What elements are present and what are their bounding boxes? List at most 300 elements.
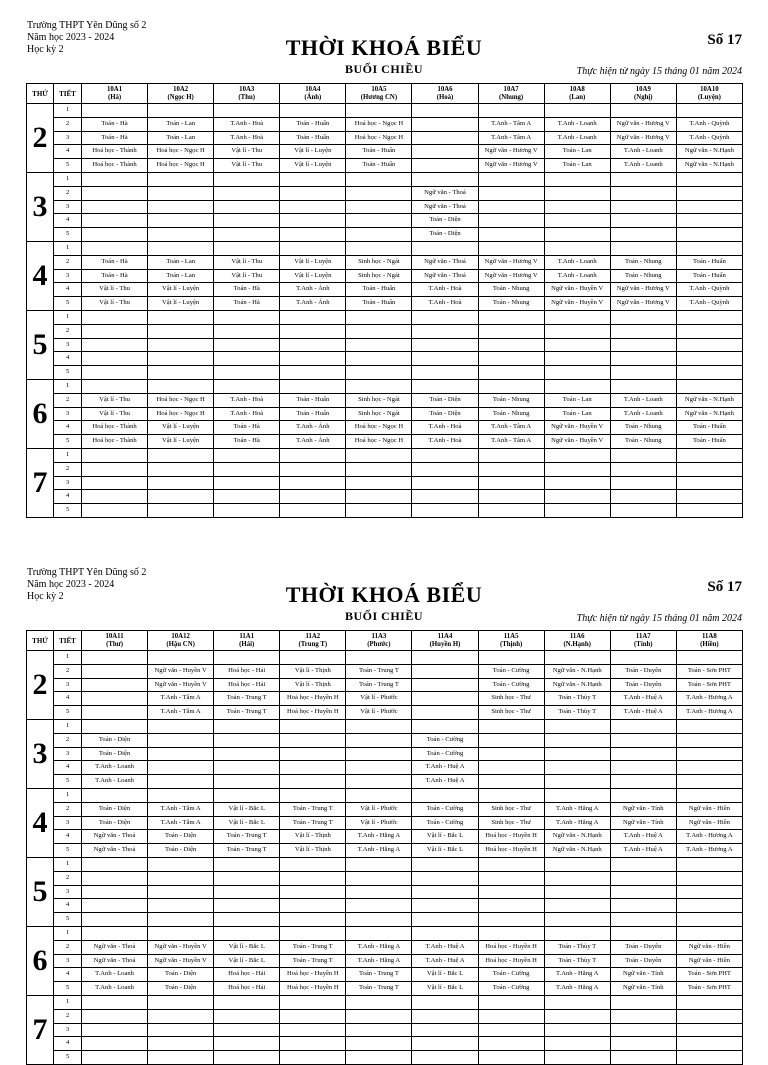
lesson-cell [610, 1023, 676, 1037]
lesson-cell [610, 747, 676, 761]
lesson-cell: Hoá học - Thành [82, 159, 148, 173]
class-teacher: (Phước) [367, 640, 391, 648]
lesson-cell [346, 310, 412, 324]
class-header [280, 84, 346, 104]
lesson-cell: Hoá học - Ngọc H [148, 159, 214, 173]
lesson-cell [544, 857, 610, 871]
lesson-cell [346, 747, 412, 761]
lesson-cell [676, 788, 742, 802]
lesson-cell: Ngữ văn - Hương V [610, 283, 676, 297]
lesson-cell: T.Anh - Hằng A [544, 982, 610, 996]
lesson-cell [478, 448, 544, 462]
lesson-cell [280, 379, 346, 393]
lesson-cell: Hoá học - Hải [214, 664, 280, 678]
table-row [27, 297, 743, 311]
lesson-cell [478, 366, 544, 380]
class-teacher: (Hải) [239, 640, 255, 648]
period-number: 5 [54, 228, 82, 242]
lesson-cell: T.Anh - Tâm A [148, 706, 214, 720]
lesson-cell [280, 172, 346, 186]
lesson-cell [148, 857, 214, 871]
lesson-cell [544, 747, 610, 761]
lesson-cell [610, 913, 676, 927]
col-header-tiet: TIẾT [54, 631, 82, 651]
period-number: 4 [54, 692, 82, 706]
class-teacher: (Tính) [634, 640, 653, 648]
class-teacher: (Huyền H) [429, 640, 461, 648]
lesson-cell: Toán - Cường [412, 733, 478, 747]
lesson-cell [214, 448, 280, 462]
day-label: 5 [27, 310, 54, 379]
lesson-cell [544, 885, 610, 899]
lesson-cell [148, 1051, 214, 1065]
lesson-cell [412, 719, 478, 733]
lesson-cell [544, 186, 610, 200]
lesson-cell: Sinh học - Ngát [346, 407, 412, 421]
class-name: 10A10 [700, 85, 719, 93]
lesson-cell [676, 172, 742, 186]
period-number: 2 [54, 186, 82, 200]
lesson-cell [544, 995, 610, 1009]
lesson-cell [610, 885, 676, 899]
lesson-cell [676, 200, 742, 214]
lesson-cell: Vật lí - Thu [214, 145, 280, 159]
lesson-cell [412, 131, 478, 145]
lesson-cell [214, 476, 280, 490]
school-term: Học kỳ 2 [27, 44, 64, 55]
day-label: 4 [27, 788, 54, 857]
lesson-cell: Toán - Nhung [478, 407, 544, 421]
lesson-cell: T.Anh - Hương A [676, 844, 742, 858]
class-teacher: (N.Hạnh) [563, 640, 591, 648]
period-number: 2 [54, 664, 82, 678]
lesson-cell [610, 504, 676, 518]
period-number: 1 [54, 104, 82, 118]
lesson-cell [412, 172, 478, 186]
lesson-cell [214, 104, 280, 118]
lesson-cell [346, 504, 412, 518]
lesson-cell [676, 310, 742, 324]
lesson-cell [214, 899, 280, 913]
class-teacher: (Ánh) [304, 93, 322, 101]
lesson-cell: T.Anh - Tâm A [478, 435, 544, 449]
lesson-cell [544, 448, 610, 462]
page-title: THỜI KHOÁ BIỂU [285, 582, 483, 607]
lesson-cell [148, 733, 214, 747]
col-header-thu: THỨ [27, 631, 54, 651]
lesson-cell: Ngữ văn - Hương V [478, 255, 544, 269]
lesson-cell: T.Anh - Loanh [544, 131, 610, 145]
lesson-cell [280, 788, 346, 802]
lesson-cell [544, 871, 610, 885]
lesson-cell: Toán - Diện [148, 830, 214, 844]
table-row [27, 241, 743, 255]
table-row [27, 117, 743, 131]
lesson-cell: Vật lí - Luyện [280, 255, 346, 269]
lesson-cell [82, 926, 148, 940]
lesson-cell [82, 678, 148, 692]
school-name: Trường THPT Yên Dũng số 2 [27, 567, 147, 578]
lesson-cell [346, 324, 412, 338]
lesson-cell [82, 104, 148, 118]
lesson-cell [82, 324, 148, 338]
lesson-cell: Toán - Cường [478, 968, 544, 982]
period-number: 3 [54, 338, 82, 352]
lesson-cell: Toán - Trung T [214, 692, 280, 706]
lesson-cell [544, 1023, 610, 1037]
lesson-cell [148, 775, 214, 789]
lesson-cell: Hoá học - Ngọc H [346, 131, 412, 145]
lesson-cell: T.Anh - Hằng A [544, 968, 610, 982]
table-row [27, 324, 743, 338]
table-row [27, 913, 743, 927]
lesson-cell [82, 1023, 148, 1037]
lesson-cell: Toán - Huấn [280, 131, 346, 145]
lesson-cell [82, 352, 148, 366]
lesson-cell [214, 200, 280, 214]
lesson-cell [214, 379, 280, 393]
lesson-cell [148, 1009, 214, 1023]
class-header [478, 84, 544, 104]
lesson-cell [280, 775, 346, 789]
lesson-cell: Toán - Lan [544, 407, 610, 421]
lesson-cell [610, 241, 676, 255]
lesson-cell [280, 1051, 346, 1065]
class-teacher: (Hoà) [436, 93, 454, 101]
table-row [27, 940, 743, 954]
lesson-cell: T.Anh - Hằng A [346, 940, 412, 954]
lesson-cell [148, 788, 214, 802]
lesson-cell [214, 747, 280, 761]
lesson-cell [346, 352, 412, 366]
lesson-cell [82, 692, 148, 706]
lesson-cell: T.Anh - Quỳnh [676, 117, 742, 131]
period-number: 1 [54, 995, 82, 1009]
lesson-cell [676, 926, 742, 940]
lesson-cell [610, 104, 676, 118]
lesson-cell: Sinh học - Ngát [346, 269, 412, 283]
lesson-cell: Toán - Nhung [610, 435, 676, 449]
class-name: 10A11 [105, 632, 124, 640]
period-number: 1 [54, 379, 82, 393]
day-label: 3 [27, 172, 54, 241]
lesson-cell [412, 117, 478, 131]
table-row [27, 706, 743, 720]
class-header [544, 84, 610, 104]
lesson-cell: T.Anh - Huệ A [412, 954, 478, 968]
lesson-cell: Ngữ văn - Hương V [610, 117, 676, 131]
lesson-cell [544, 366, 610, 380]
lesson-cell [478, 352, 544, 366]
lesson-cell: Vật lí - Thịnh [280, 664, 346, 678]
lesson-cell [610, 899, 676, 913]
table-row [27, 816, 743, 830]
lesson-cell: Toán - Lan [148, 131, 214, 145]
lesson-cell [346, 379, 412, 393]
table-row [27, 1037, 743, 1051]
lesson-cell: Vật lí - Phước [346, 706, 412, 720]
lesson-cell [346, 761, 412, 775]
lesson-cell: T.Anh - Loanh [544, 117, 610, 131]
lesson-cell [346, 913, 412, 927]
lesson-cell [676, 490, 742, 504]
lesson-cell [610, 172, 676, 186]
class-name: 10A9 [635, 85, 651, 93]
lesson-cell: Sinh học - Thư [478, 816, 544, 830]
lesson-cell [544, 200, 610, 214]
lesson-cell [544, 899, 610, 913]
lesson-cell: Toán - Sơn PHT [676, 678, 742, 692]
lesson-cell [544, 913, 610, 927]
lesson-cell: T.Anh - Huệ A [412, 775, 478, 789]
table-row [27, 379, 743, 393]
lesson-cell: Toán - Nhung [478, 283, 544, 297]
lesson-cell [148, 926, 214, 940]
lesson-cell: Toán - Trung T [214, 830, 280, 844]
lesson-cell [346, 228, 412, 242]
lesson-cell: Toán - Thùy T [544, 954, 610, 968]
lesson-cell [610, 733, 676, 747]
lesson-cell [412, 1037, 478, 1051]
lesson-cell: T.Anh - Tâm A [478, 117, 544, 131]
table-row [27, 435, 743, 449]
lesson-cell [478, 228, 544, 242]
lesson-cell: Toán - Nhung [610, 255, 676, 269]
lesson-cell [478, 761, 544, 775]
lesson-cell [478, 186, 544, 200]
lesson-cell [214, 913, 280, 927]
lesson-cell [280, 490, 346, 504]
lesson-cell: Vật lí - Luyện [148, 283, 214, 297]
class-teacher: (Trung T) [298, 640, 328, 648]
lesson-cell [610, 366, 676, 380]
lesson-cell: Toán - Huấn [280, 117, 346, 131]
lesson-cell [412, 366, 478, 380]
lesson-cell [280, 504, 346, 518]
lesson-cell: Vật lí - Luyện [148, 297, 214, 311]
lesson-cell: T.Anh - Loanh [82, 761, 148, 775]
lesson-cell [478, 104, 544, 118]
lesson-cell: Ngữ văn - N.Hạnh [544, 830, 610, 844]
period-number: 3 [54, 131, 82, 145]
lesson-cell: Toán - Hà [82, 255, 148, 269]
lesson-cell [610, 995, 676, 1009]
lesson-cell [676, 1023, 742, 1037]
table-row [27, 366, 743, 380]
lesson-cell [82, 719, 148, 733]
lesson-cell: Vật lí - Thu [82, 297, 148, 311]
lesson-cell: Toán - Trung T [346, 664, 412, 678]
lesson-cell [346, 490, 412, 504]
lesson-cell: T.Anh - Ánh [280, 283, 346, 297]
lesson-cell [412, 310, 478, 324]
lesson-cell [544, 104, 610, 118]
period-number: 1 [54, 857, 82, 871]
lesson-cell: T.Anh - Tâm A [148, 816, 214, 830]
lesson-cell [478, 476, 544, 490]
school-name: Trường THPT Yên Dũng số 2 [27, 20, 147, 31]
lesson-cell [82, 913, 148, 927]
lesson-cell: Ngữ văn - Hương V [478, 145, 544, 159]
class-name: 10A4 [305, 85, 321, 93]
period-number: 3 [54, 747, 82, 761]
lesson-cell: Hoá học - Huyền H [280, 968, 346, 982]
period-number: 3 [54, 200, 82, 214]
lesson-cell [610, 761, 676, 775]
lesson-cell: Ngữ văn - Hương V [478, 269, 544, 283]
schedule-number: Số 17 [707, 32, 742, 48]
lesson-cell: Toán - Nhung [610, 421, 676, 435]
lesson-cell: Toán - Hà [214, 421, 280, 435]
lesson-cell [610, 926, 676, 940]
lesson-cell [478, 788, 544, 802]
lesson-cell [544, 504, 610, 518]
class-header [544, 631, 610, 651]
class-name: 10A7 [503, 85, 519, 93]
lesson-cell: Toán - Trung T [280, 954, 346, 968]
lesson-cell [544, 476, 610, 490]
table-row [27, 1023, 743, 1037]
lesson-cell [412, 899, 478, 913]
lesson-cell: Vật lí - Thịnh [280, 678, 346, 692]
class-name: 11A1 [239, 632, 255, 640]
timetable [26, 83, 743, 518]
table-row [27, 131, 743, 145]
lesson-cell: Toán - Diện [82, 733, 148, 747]
period-number: 5 [54, 435, 82, 449]
lesson-cell [148, 913, 214, 927]
lesson-cell [478, 857, 544, 871]
lesson-cell [148, 504, 214, 518]
page-title: THỜI KHOÁ BIỂU [285, 35, 483, 60]
lesson-cell [346, 214, 412, 228]
lesson-cell: Toán - Trung T [346, 678, 412, 692]
lesson-cell: T.Anh - Huệ A [412, 940, 478, 954]
lesson-cell: T.Anh - Loanh [610, 159, 676, 173]
lesson-cell [280, 186, 346, 200]
lesson-cell: T.Anh - Quỳnh [676, 297, 742, 311]
lesson-cell: T.Anh - Huệ A [412, 761, 478, 775]
class-header [610, 84, 676, 104]
lesson-cell [544, 379, 610, 393]
lesson-cell [214, 352, 280, 366]
lesson-cell [412, 857, 478, 871]
class-teacher: (Hà) [107, 93, 122, 101]
lesson-cell: Toán - Hà [214, 283, 280, 297]
period-number: 4 [54, 761, 82, 775]
lesson-cell: T.Anh - Hương A [676, 692, 742, 706]
lesson-cell: T.Anh - Ánh [280, 297, 346, 311]
period-number: 4 [54, 490, 82, 504]
period-number: 2 [54, 462, 82, 476]
lesson-cell [478, 651, 544, 665]
lesson-cell [610, 379, 676, 393]
lesson-cell: Ngữ văn - Thoả [412, 255, 478, 269]
lesson-cell: Hoá học - Thành [82, 145, 148, 159]
lesson-cell [610, 214, 676, 228]
lesson-cell [214, 885, 280, 899]
lesson-cell [610, 788, 676, 802]
lesson-cell [544, 1009, 610, 1023]
lesson-cell [280, 241, 346, 255]
lesson-cell [148, 871, 214, 885]
session-subtitle: BUỔI CHIỀU [344, 62, 423, 76]
lesson-cell [610, 775, 676, 789]
lesson-cell: Vật lí - Thịnh [280, 844, 346, 858]
lesson-cell [280, 104, 346, 118]
period-number: 2 [54, 802, 82, 816]
lesson-cell [676, 1037, 742, 1051]
lesson-cell: Ngữ văn - Huyền V [544, 421, 610, 435]
lesson-cell [676, 462, 742, 476]
lesson-cell: Toán - Trung T [280, 940, 346, 954]
lesson-cell [544, 719, 610, 733]
table-row [27, 504, 743, 518]
lesson-cell [412, 995, 478, 1009]
table-row [27, 159, 743, 173]
period-number: 1 [54, 310, 82, 324]
lesson-cell [544, 733, 610, 747]
class-teacher: (Thư) [106, 640, 123, 648]
lesson-cell [478, 1023, 544, 1037]
lesson-cell [214, 310, 280, 324]
lesson-cell: T.Anh - Hằng A [346, 830, 412, 844]
lesson-cell: Vật lí - Luyện [148, 421, 214, 435]
lesson-cell: Toán - Duyên [610, 664, 676, 678]
period-number: 3 [54, 885, 82, 899]
lesson-cell [346, 476, 412, 490]
lesson-cell [82, 664, 148, 678]
lesson-cell [676, 1009, 742, 1023]
lesson-cell: Toán - Cường [478, 982, 544, 996]
period-number: 4 [54, 421, 82, 435]
lesson-cell: Hoá học - Thành [82, 435, 148, 449]
lesson-cell [676, 228, 742, 242]
lesson-cell [346, 462, 412, 476]
lesson-cell: Toán - Diện [82, 747, 148, 761]
lesson-cell: Toán - Sơn PHT [676, 664, 742, 678]
lesson-cell: Toán - Huấn [676, 269, 742, 283]
lesson-cell: Vật lí - Phước [346, 802, 412, 816]
lesson-cell [544, 651, 610, 665]
lesson-cell: Toán - Cường [412, 747, 478, 761]
lesson-cell [676, 324, 742, 338]
period-number: 1 [54, 926, 82, 940]
lesson-cell [676, 857, 742, 871]
lesson-cell [82, 186, 148, 200]
lesson-cell [478, 504, 544, 518]
lesson-cell: Toán - Huấn [346, 145, 412, 159]
class-teacher: (Hương CN) [360, 93, 398, 101]
table-row [27, 954, 743, 968]
lesson-cell [280, 1009, 346, 1023]
lesson-cell: Toán - Cường [478, 678, 544, 692]
lesson-cell [214, 871, 280, 885]
lesson-cell [82, 200, 148, 214]
lesson-cell: Toán - Hà [82, 131, 148, 145]
lesson-cell [478, 885, 544, 899]
period-number: 2 [54, 255, 82, 269]
lesson-cell: T.Anh - Huệ A [610, 844, 676, 858]
class-header [82, 631, 148, 651]
lesson-cell [676, 747, 742, 761]
lesson-cell: Toán - Sơn PHT [676, 982, 742, 996]
period-number: 5 [54, 775, 82, 789]
lesson-cell: T.Anh - Hằng A [544, 816, 610, 830]
lesson-cell [214, 504, 280, 518]
lesson-cell [214, 1037, 280, 1051]
lesson-cell [544, 172, 610, 186]
